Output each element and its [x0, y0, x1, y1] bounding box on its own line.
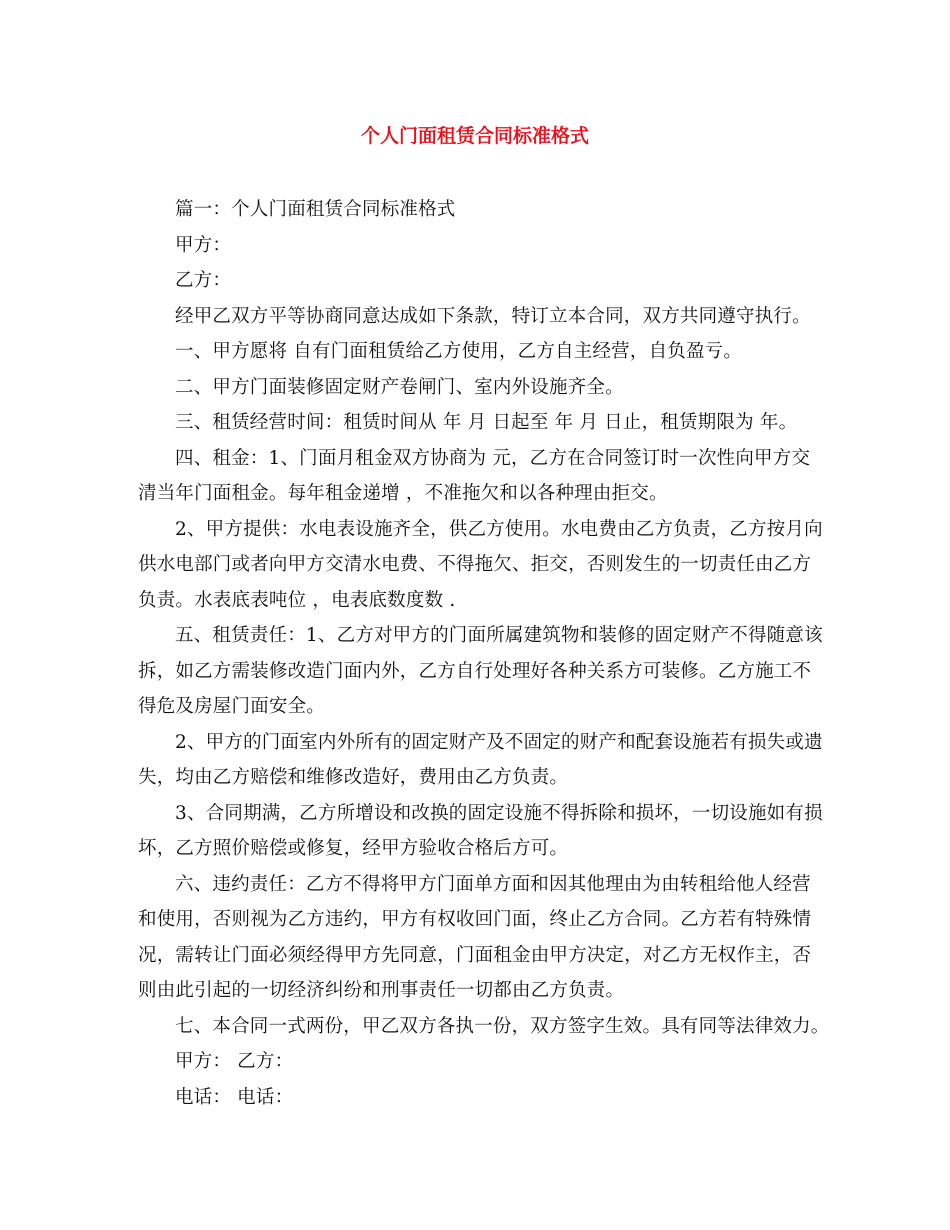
phone-line: 电话： 电话： [175, 1086, 294, 1108]
clause-7: 七、本合同一式两份，甲乙双方各执一份，双方签字生效。具有同等法律效力。 [175, 1015, 830, 1037]
document-body [138, 192, 828, 1115]
clause-5-3: 3、合同期满，乙方所增设和改换的固定设施不得拆除和损坏，一切设施如有损坏，乙方照价赔偿或修复，经甲方验收合格后方可。 [138, 802, 823, 859]
clause-5: 五、租赁责任：1、乙方对甲方的门面所属建筑物和装修的固定财产不得随意该拆，如乙方需装修改造门面内外，乙方自行处理好各种关系方可装修。乙方施工不得危及房屋门面安全。 [138, 625, 823, 717]
signature-line: 甲方： 乙方： [175, 1051, 294, 1072]
clause-1: 一、甲方愿将 自有门面租赁给乙方使用，乙方自主经营，自负盈亏。 [175, 341, 743, 362]
agreement-intro: 经甲乙双方平等协商同意达成如下条款，特订立本合同，双方共同遵守执行。 [175, 305, 811, 327]
clause-6: 六、违约责任：乙方不得将甲方门面单方面和因其他理由为由转租给他人经营和使用，否则视为乙方违约，甲方有权收回门面，终止乙方合同。乙方若有特殊情况，需转让门面必须经得甲方先同意，门面租金由甲方决定，对乙方无权作主，否则由此引起的一切经济纠纷和刑事责任一切都由乙方负责。 [138, 873, 812, 1001]
clause-4-2: 2、甲方提供：水电表设施齐全，供乙方使用。水电费由乙方负责，乙方按月向供水电部门或者向甲方交清水电费、不得拖欠、拒交，否则发生的一切责任由乙方负责。水表底表吨位 ，电表底数度数 . [138, 518, 823, 611]
party-a-line: 甲方： [175, 234, 232, 256]
document-title: 个人门面租赁合同标准格式 [360, 125, 589, 147]
clause-4: 四、租金：1、门面月租金双方协商为 元，乙方在合同签订时一次性向甲方交清当年门面租金。每年租金递增 ，不准拖欠和以各种理由拒交。 [138, 447, 811, 504]
clause-2: 二、甲方门面装修固定财产卷闸门、室内外设施齐全。 [175, 376, 624, 398]
clause-5-2: 2、甲方的门面室内外所有的固定财产及不固定的财产和配套设施若有损失或遗失，均由乙方赔偿和维修改造好，费用由乙方负责。 [138, 731, 823, 788]
section-heading: 篇一：个人门面租赁合同标准格式 [175, 199, 456, 220]
clause-3: 三、租赁经营时间：租赁时间从 年 月 日起至 年 月 日止，租赁期限为 年。 [175, 412, 798, 433]
party-b-line: 乙方： [175, 270, 232, 291]
